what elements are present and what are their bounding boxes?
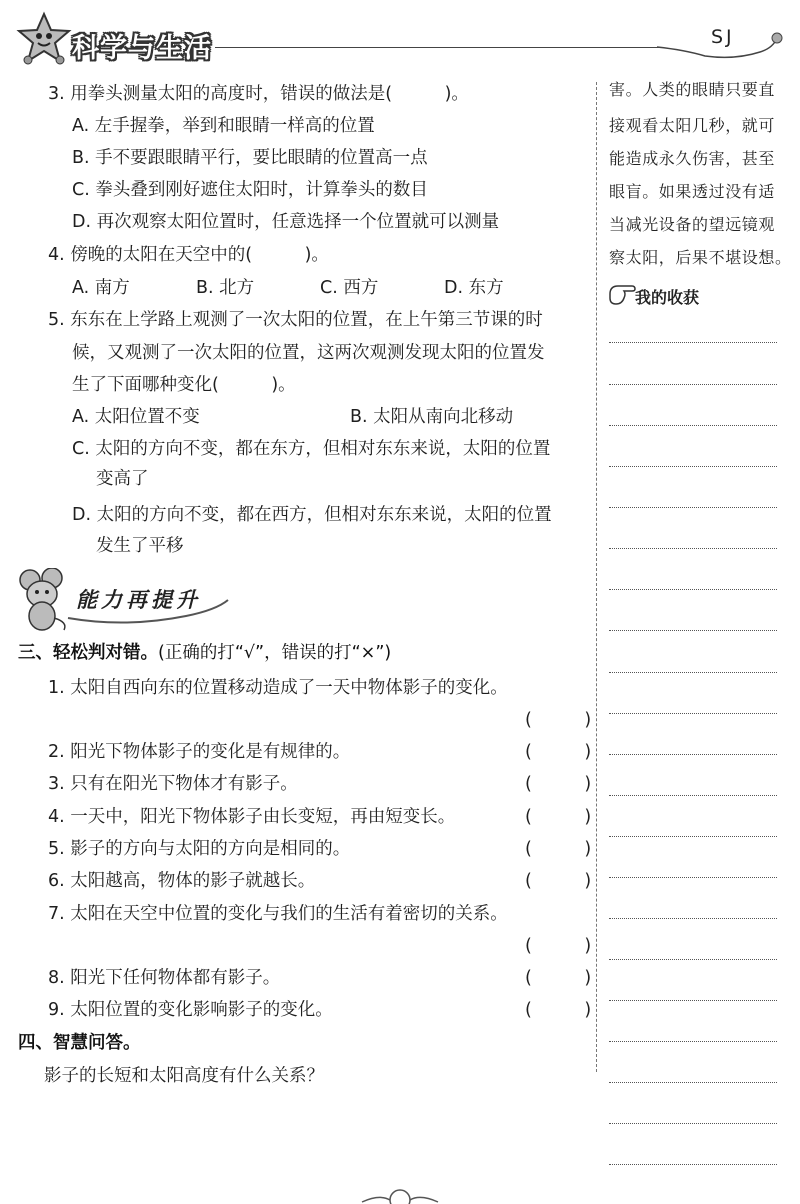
s3-answer-2[interactable]: ( ) bbox=[525, 742, 592, 762]
pointing-hand-icon bbox=[606, 282, 636, 308]
q5-option-d-line-2: 发生了平移 bbox=[96, 536, 184, 556]
section4-title: 四、智慧问答。 bbox=[18, 1033, 141, 1053]
notes-line[interactable] bbox=[609, 877, 777, 878]
notes-line[interactable] bbox=[609, 836, 777, 837]
q5-stem-line-3: 生了下面哪种变化( )。 bbox=[72, 375, 296, 395]
s3-item-3: 3. 只有在阳光下物体才有影子。 bbox=[48, 774, 298, 794]
banner-label: 能力再提升 bbox=[76, 588, 201, 612]
s3-answer-9[interactable]: ( ) bbox=[525, 1000, 592, 1020]
q5-option-b: B. 太阳从南向北移动 bbox=[350, 407, 514, 427]
s3-item-7: 7. 太阳在天空中位置的变化与我们的生活有着密切的关系。 bbox=[48, 904, 508, 924]
q4-option-d: D. 东方 bbox=[444, 278, 504, 298]
notes-line[interactable] bbox=[609, 1000, 777, 1001]
q5-option-c-line-1: C. 太阳的方向不变，都在东方，但相对东东来说，太阳的位置 bbox=[72, 439, 551, 459]
sidebar-line-2: 接观看太阳几秒，就可 bbox=[609, 116, 776, 135]
q3-stem: 3. 用拳头测量太阳的高度时，错误的做法是( )。 bbox=[48, 84, 469, 104]
s3-item-2: 2. 阳光下物体影子的变化是有规律的。 bbox=[48, 742, 351, 762]
notes-line[interactable] bbox=[609, 754, 777, 755]
q4-option-b: B. 北方 bbox=[196, 278, 255, 298]
q3-option-d: D. 再次观察太阳位置时，任意选择一个位置就可以测量 bbox=[72, 212, 500, 232]
header-title: 科学与生活 bbox=[72, 33, 212, 64]
notes-line[interactable] bbox=[609, 1082, 777, 1083]
q3-option-a: A. 左手握拳，举到和眼睛一样高的位置 bbox=[72, 116, 375, 136]
sidebar-line-5: 当减光设备的望远镜观 bbox=[609, 215, 776, 234]
header-code: SJ bbox=[711, 26, 735, 48]
sidebar-line-4: 眼盲。如果透过没有适 bbox=[609, 182, 776, 201]
q5-option-d-line-1: D. 太阳的方向不变，都在西方，但相对东东来说，太阳的位置 bbox=[72, 505, 552, 525]
sidebar-line-6: 察太阳，后果不堪设想。 bbox=[609, 248, 792, 267]
section4-question: 影子的长短和太阳高度有什么关系？ bbox=[44, 1066, 324, 1086]
s3-item-5: 5. 影子的方向与太阳的方向是相同的。 bbox=[48, 839, 351, 859]
s3-answer-6[interactable]: ( ) bbox=[525, 871, 592, 891]
notes-line[interactable] bbox=[609, 630, 777, 631]
notes-line[interactable] bbox=[609, 1123, 777, 1124]
s3-answer-4[interactable]: ( ) bbox=[525, 807, 592, 827]
q5-stem-line-2: 候，又观测了一次太阳的位置，这两次观测发现太阳的位置发 bbox=[72, 343, 545, 363]
notes-line[interactable] bbox=[609, 1164, 777, 1165]
notes-line[interactable] bbox=[609, 342, 777, 343]
s3-item-6: 6. 太阳越高，物体的影子就越长。 bbox=[48, 871, 316, 891]
gain-label: 我的收获 bbox=[635, 288, 700, 307]
page-number-ornament bbox=[360, 1186, 440, 1204]
notes-line[interactable] bbox=[609, 507, 777, 508]
notes-line[interactable] bbox=[609, 795, 777, 796]
q4-stem: 4. 傍晚的太阳在天空中的( )。 bbox=[48, 245, 329, 265]
header-rule bbox=[215, 47, 660, 48]
q5-option-a: A. 太阳位置不变 bbox=[72, 407, 200, 427]
star-mascot-icon bbox=[14, 10, 74, 68]
notes-line[interactable] bbox=[609, 425, 777, 426]
s3-answer-8[interactable]: ( ) bbox=[525, 968, 592, 988]
s3-answer-3[interactable]: ( ) bbox=[525, 774, 592, 794]
q3-option-b: B. 手不要跟眼睛平行，要比眼睛的位置高一点 bbox=[72, 148, 428, 168]
s3-item-9: 9. 太阳位置的变化影响影子的变化。 bbox=[48, 1000, 333, 1020]
notes-line[interactable] bbox=[609, 713, 777, 714]
q5-option-c-line-2: 变高了 bbox=[96, 469, 149, 489]
s3-answer-7[interactable]: ( ) bbox=[525, 936, 592, 956]
s3-answer-1[interactable]: ( ) bbox=[525, 710, 592, 730]
notes-line[interactable] bbox=[609, 1041, 777, 1042]
notes-line[interactable] bbox=[609, 918, 777, 919]
q5-stem-line-1: 5. 东东在上学路上观测了一次太阳的位置，在上午第三节课的时 bbox=[48, 310, 543, 330]
s3-item-1: 1. 太阳自西向东的位置移动造成了一天中物体影子的变化。 bbox=[48, 678, 508, 698]
notes-line[interactable] bbox=[609, 672, 777, 673]
s3-item-4: 4. 一天中，阳光下物体影子由长变短，再由短变长。 bbox=[48, 807, 456, 827]
s3-item-8: 8. 阳光下任何物体都有影子。 bbox=[48, 968, 281, 988]
mouse-mascot-icon bbox=[14, 568, 72, 632]
q3-option-c: C. 拳头叠到刚好遮住太阳时，计算拳头的数目 bbox=[72, 180, 428, 200]
notes-line[interactable] bbox=[609, 466, 777, 467]
sidebar-line-3: 能造成永久伤害，甚至 bbox=[609, 149, 776, 168]
column-divider bbox=[596, 82, 597, 1072]
s3-answer-5[interactable]: ( ) bbox=[525, 839, 592, 859]
q4-option-c: C. 西方 bbox=[320, 278, 379, 298]
notes-line[interactable] bbox=[609, 548, 777, 549]
notes-line[interactable] bbox=[609, 384, 777, 385]
q4-option-a: A. 南方 bbox=[72, 278, 130, 298]
notes-line[interactable] bbox=[609, 959, 777, 960]
section3-note: (正确的打“√”，错误的打“×”) bbox=[158, 643, 392, 663]
section3-title: 三、轻松判对错。 bbox=[18, 643, 158, 663]
notes-line[interactable] bbox=[609, 589, 777, 590]
sidebar-line-1: 害。人类的眼睛只要直 bbox=[609, 80, 776, 99]
